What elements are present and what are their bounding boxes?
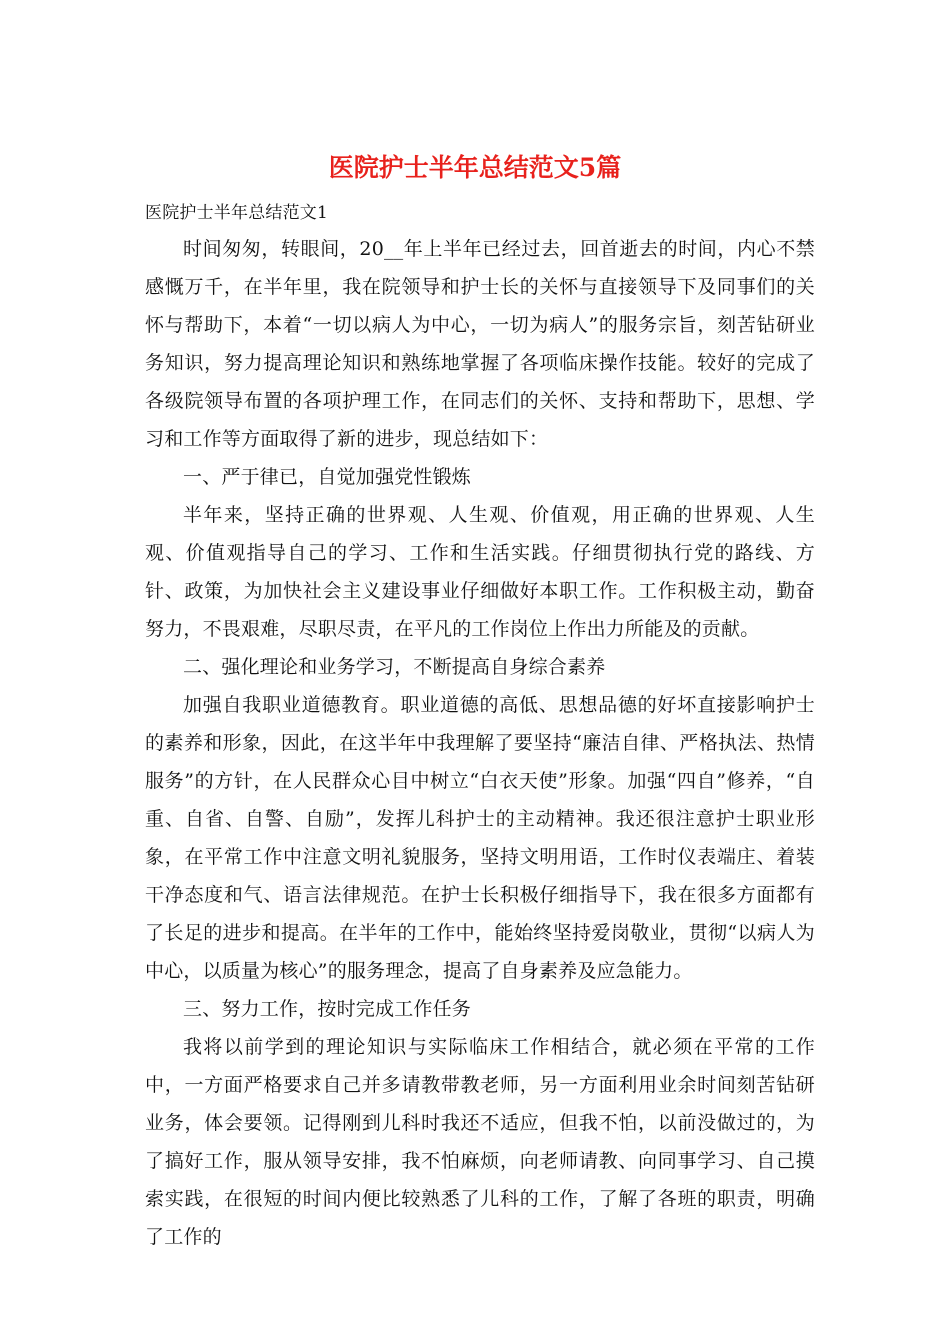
section-3-paragraph: 我将以前学到的理论知识与实际临床工作相结合，就必须在平常的工作中，一方面严格要求自己并多请教带教老师，另一方面利用业余时间刻苦钻研业务，体会要领。记得刚到儿科时我还不适应，但我不怕，以前没做过的，为了搞好工作，服从领导安排，我不怕麻烦，向老师请教、向同事学习、自己摸索实践，在很短的时间内便比较熟悉了儿科的工作，了解了各班的职责，明确了工作的 xyxy=(145,1036,815,1248)
section-heading-2: 二、强化理论和业务学习，不断提高自身综合素养 xyxy=(183,656,606,678)
section-2-paragraph: 加强自我职业道德教育。职业道德的高低、思想品德的好坏直接影响护士的素养和形象，因此，在这半年中我理解了要坚持“廉洁自律、严格执法、热情服务”的方针，在人民群众心目中树立“白衣天使”形象。加强“四自”修养，“自重、自省、自警、自励”，发挥儿科护士的主动精神。我还很注意护士职业形象，在平常工作中注意文明礼貌服务，坚持文明用语，工作时仪表端庄、着装干净态度和气、语言法律规范。在护士长积极仔细指导下，我在很多方面都有了长足的进步和提高。在半年的工作中，能始终坚持爱岗敬业，贯彻“以病人为中心，以质量为核心”的服务理念，提高了自身素养及应急能力。 xyxy=(145,694,815,982)
section-subtitle: 医院护士半年总结范文1 xyxy=(145,203,329,223)
section-heading-1: 一、严于律已，自觉加强党性锻炼 xyxy=(183,466,472,488)
document-title: 医院护士半年总结范文5篇 xyxy=(328,153,622,182)
section-heading-3: 三、努力工作，按时完成工作任务 xyxy=(183,998,472,1020)
intro-paragraph: 时间匆匆，转眼间，20__年上半年已经过去，回首逝去的时间，内心不禁感慨万千，在半年里，我在院领导和护士长的关怀与直接领导下及同事们的关怀与帮助下，本着“一切以病人为中心，一切为病人”的服务宗旨，刻苦钻研业务知识，努力提高理论知识和熟练地掌握了各项临床操作技能。较好的完成了各级院领导布置的各项护理工作，在同志们的关怀、支持和帮助下，思想、学习和工作等方面取得了新的进步，现总结如下： xyxy=(145,238,815,450)
section-1-paragraph: 半年来，坚持正确的世界观、人生观、价值观，用正确的世界观、人生观、价值观指导自己的学习、工作和生活实践。仔细贯彻执行党的路线、方针、政策，为加快社会主义建设事业仔细做好本职工作。工作积极主动，勤奋努力，不畏艰难，尽职尽责，在平凡的工作岗位上作出力所能及的贡献。 xyxy=(145,504,815,640)
document-body xyxy=(145,196,815,1256)
